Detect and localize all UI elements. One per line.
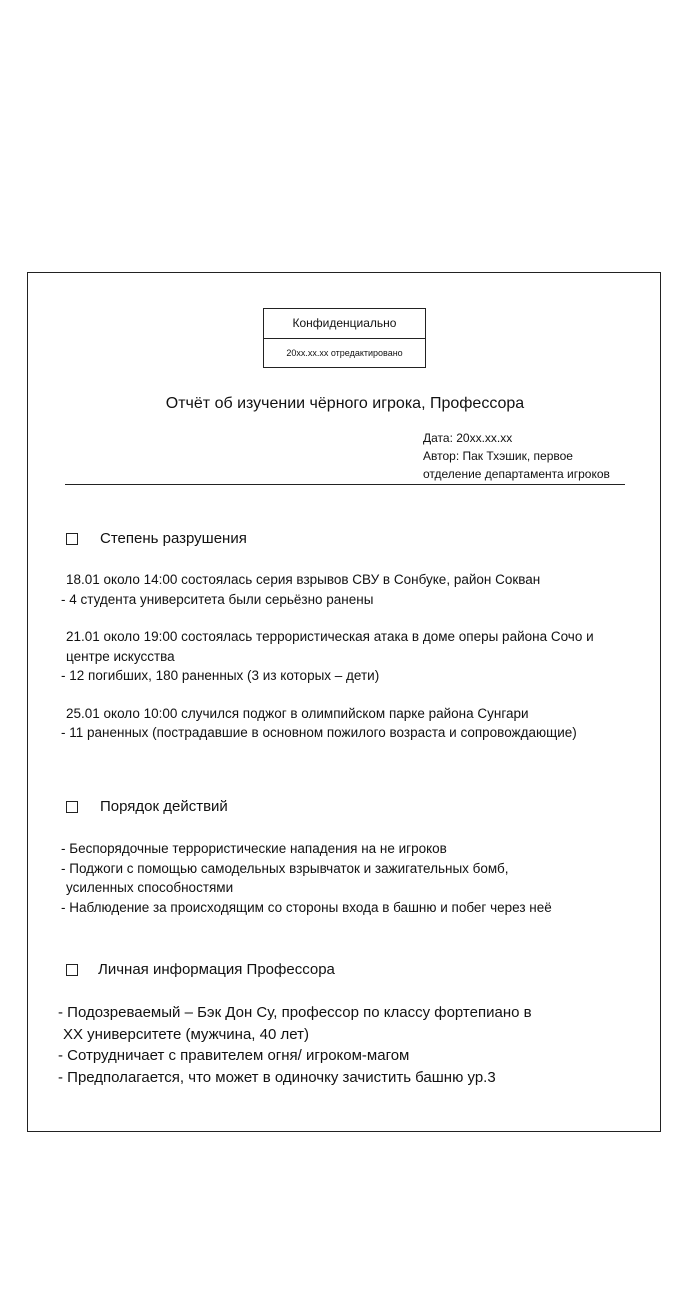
list-item: 18.01 около 14:00 состоялась серия взрывов СВУ в Сонбуке, район Сокван: [66, 572, 541, 587]
section-title: Степень разрушения: [100, 530, 247, 547]
checkbox-icon: [66, 964, 78, 976]
list-item: 25.01 около 10:00 случился поджог в олимпийском парке района Сунгари: [66, 705, 529, 721]
list-item: - 4 студента университета были серьёзно ранены: [61, 591, 374, 607]
report-title: Отчёт об изучении чёрного игрока, Профессора: [165, 395, 525, 412]
section-damage-heading: [66, 529, 247, 549]
list-item: XX университете (мужчина, 40 лет): [63, 1025, 309, 1043]
list-item: - Сотрудничает с правителем огня/ игроком-магом: [58, 1047, 410, 1064]
report-meta: [423, 429, 610, 483]
list-item: - Предполагается, что может в одиночку зачистить башню ур.3: [58, 1068, 496, 1086]
list-item: - Наблюдение за происходящим со стороны входа в башню и побег через неё: [61, 899, 552, 915]
stamp-edited-date: 20хх.хх.хх отредактировано: [286, 348, 403, 358]
report-author: Автор: Пак Тхэшик, первое: [423, 449, 573, 463]
checkbox-icon: [66, 801, 78, 813]
checkbox-icon: [66, 533, 78, 545]
list-item: 21.01 около 19:00 состоялась террористическая атака в доме оперы района Сочо и: [66, 629, 594, 644]
list-item: - Поджоги с помощью самодельных взрывчаток и зажигательных бомб,: [61, 860, 509, 876]
list-item: - Беспорядочные террористические нападения на не игроков: [61, 841, 447, 856]
section-damage-body: [61, 570, 594, 743]
section-personal-info-body: [58, 1002, 532, 1088]
list-item: усиленных способностями: [66, 880, 234, 895]
list-item: центре искусства: [66, 648, 175, 664]
list-item: - Подозреваемый – Бэк Дон Су, профессор по классу фортепиано в: [58, 1004, 532, 1021]
section-actions-heading: [66, 797, 228, 817]
list-item: - 11 раненных (пострадавшие в основном пожилого возраста и сопровождающие): [61, 725, 577, 740]
section-title: Личная информация Профессора: [98, 961, 335, 978]
report-date: Дата: 20хх.хх.хх: [423, 431, 513, 445]
stamp-label: Конфиденциально: [264, 309, 425, 339]
list-item: - 12 погибших, 180 раненных (3 из которых – дети): [61, 668, 380, 683]
header-divider: [65, 484, 625, 485]
report-document: [27, 272, 661, 1132]
section-actions-body: [61, 839, 552, 917]
report-author-department: отделение департамента игроков: [423, 467, 610, 481]
section-title: Порядок действий: [100, 798, 228, 815]
section-personal-info-heading: [66, 960, 335, 980]
confidential-stamp: [263, 308, 426, 368]
